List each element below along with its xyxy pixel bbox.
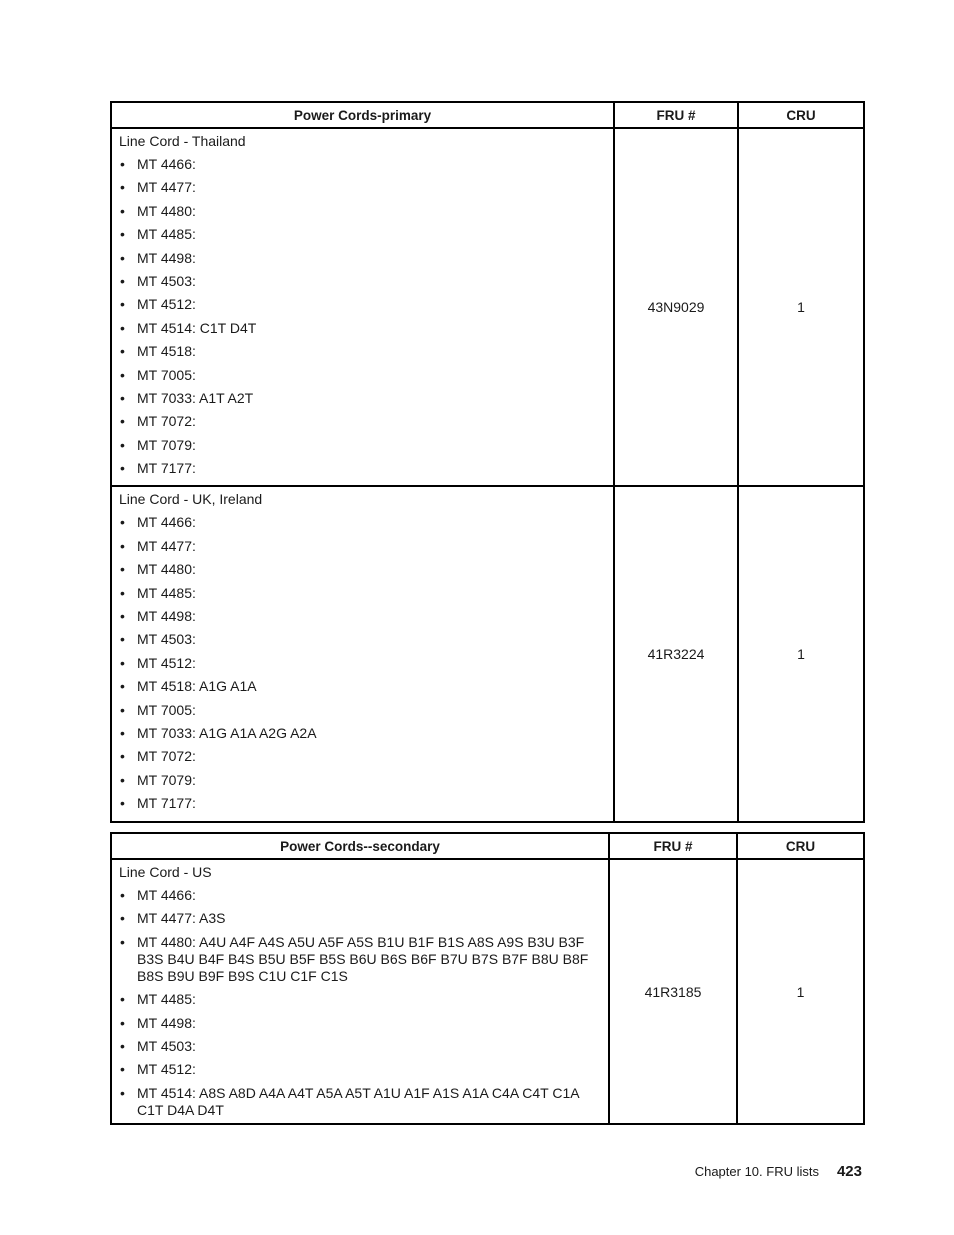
table-row [111, 486, 864, 821]
cord-label: Line Cord - US [119, 864, 212, 880]
list-item: • MT 4477: A3S [119, 910, 608, 927]
cru-value: 1 [738, 486, 864, 821]
column-header-cru: CRU [737, 833, 864, 859]
list-item: • MT 4466: [119, 514, 613, 531]
column-header-description: Power Cords--secondary [111, 833, 609, 859]
list-item: • MT 7072: [119, 413, 613, 430]
cord-label: Line Cord - Thailand [119, 133, 246, 149]
fru-table-secondary [110, 832, 865, 1125]
list-item: • MT 4466: [119, 887, 608, 904]
list-item: • MT 4514: A8S A8D A4A A4T A5A A5T A1U A1F A1S A1A C4A C4T C1A C1T D4A D4T [119, 1085, 608, 1119]
list-item: • MT 7033: A1G A1A A2G A2A [119, 725, 613, 742]
list-item: • MT 4512: [119, 1061, 608, 1078]
fru-number: 41R3224 [614, 486, 738, 821]
fru-number: 43N9029 [614, 128, 738, 486]
list-item: • MT 7177: [119, 795, 613, 812]
list-item: • MT 4480: A4U A4F A4S A5U A5F A5S B1U B1F B1S A8S A9S B3U B3F B3S B4U B4F B4S B5U B5F B5S B6U B6S B6F B7U B7S B7F B8U B8F B8S B9U B9F B9S C1U C1F C1S [119, 934, 608, 985]
list-item: • MT 4503: [119, 631, 613, 648]
list-item: • MT 4480: [119, 203, 613, 220]
list-item: • MT 4514: C1T D4T [119, 320, 613, 337]
cord-label: Line Cord - UK, Ireland [119, 491, 263, 508]
description-cell [111, 128, 614, 486]
list-item: • MT 7072: [119, 748, 613, 765]
cru-value: 1 [738, 128, 864, 486]
list-item: • MT 4503: [119, 1038, 608, 1055]
machine-type-list [119, 887, 608, 1119]
table-header-row [111, 833, 864, 859]
list-item: • MT 4518: [119, 343, 613, 360]
fru-number: 41R3185 [609, 859, 737, 1124]
list-item: • MT 4498: [119, 608, 613, 625]
description-cell [111, 859, 609, 1124]
machine-type-list [119, 156, 613, 477]
list-item: • MT 4512: [119, 655, 613, 672]
table-header-row [111, 102, 864, 128]
page-number: 423 [836, 1163, 862, 1180]
list-item: • MT 4498: [119, 250, 613, 267]
description-cell [111, 486, 614, 821]
list-item: • MT 4503: [119, 273, 613, 290]
cru-value: 1 [737, 859, 864, 1124]
table-row [111, 859, 864, 1124]
list-item: • MT 7033: A1T A2T [119, 390, 613, 407]
list-item: • MT 7177: [119, 460, 613, 477]
column-header-fru: FRU # [614, 102, 738, 128]
list-item: • MT 4485: [119, 585, 613, 602]
list-item: • MT 4512: [119, 296, 613, 313]
list-item: • MT 4480: [119, 561, 613, 578]
column-header-description: Power Cords-primary [111, 102, 614, 128]
chapter-title: Chapter 10. FRU lists [694, 1164, 819, 1179]
machine-type-list [119, 514, 613, 812]
list-item: • MT 7079: [119, 437, 613, 454]
list-item: • MT 4477: [119, 179, 613, 196]
list-item: • MT 7005: [119, 367, 613, 384]
column-header-cru: CRU [738, 102, 864, 128]
list-item: • MT 7005: [119, 702, 613, 719]
page-footer [695, 1163, 862, 1180]
column-header-fru: FRU # [609, 833, 737, 859]
list-item: • MT 4485: [119, 991, 608, 1008]
list-item: • MT 4498: [119, 1015, 608, 1032]
list-item: • MT 4477: [119, 538, 613, 555]
fru-table-primary [110, 101, 865, 823]
table-row [111, 128, 864, 486]
list-item: • MT 4466: [119, 156, 613, 173]
list-item: • MT 4518: A1G A1A [119, 678, 613, 695]
list-item: • MT 7079: [119, 772, 613, 789]
list-item: • MT 4485: [119, 226, 613, 243]
